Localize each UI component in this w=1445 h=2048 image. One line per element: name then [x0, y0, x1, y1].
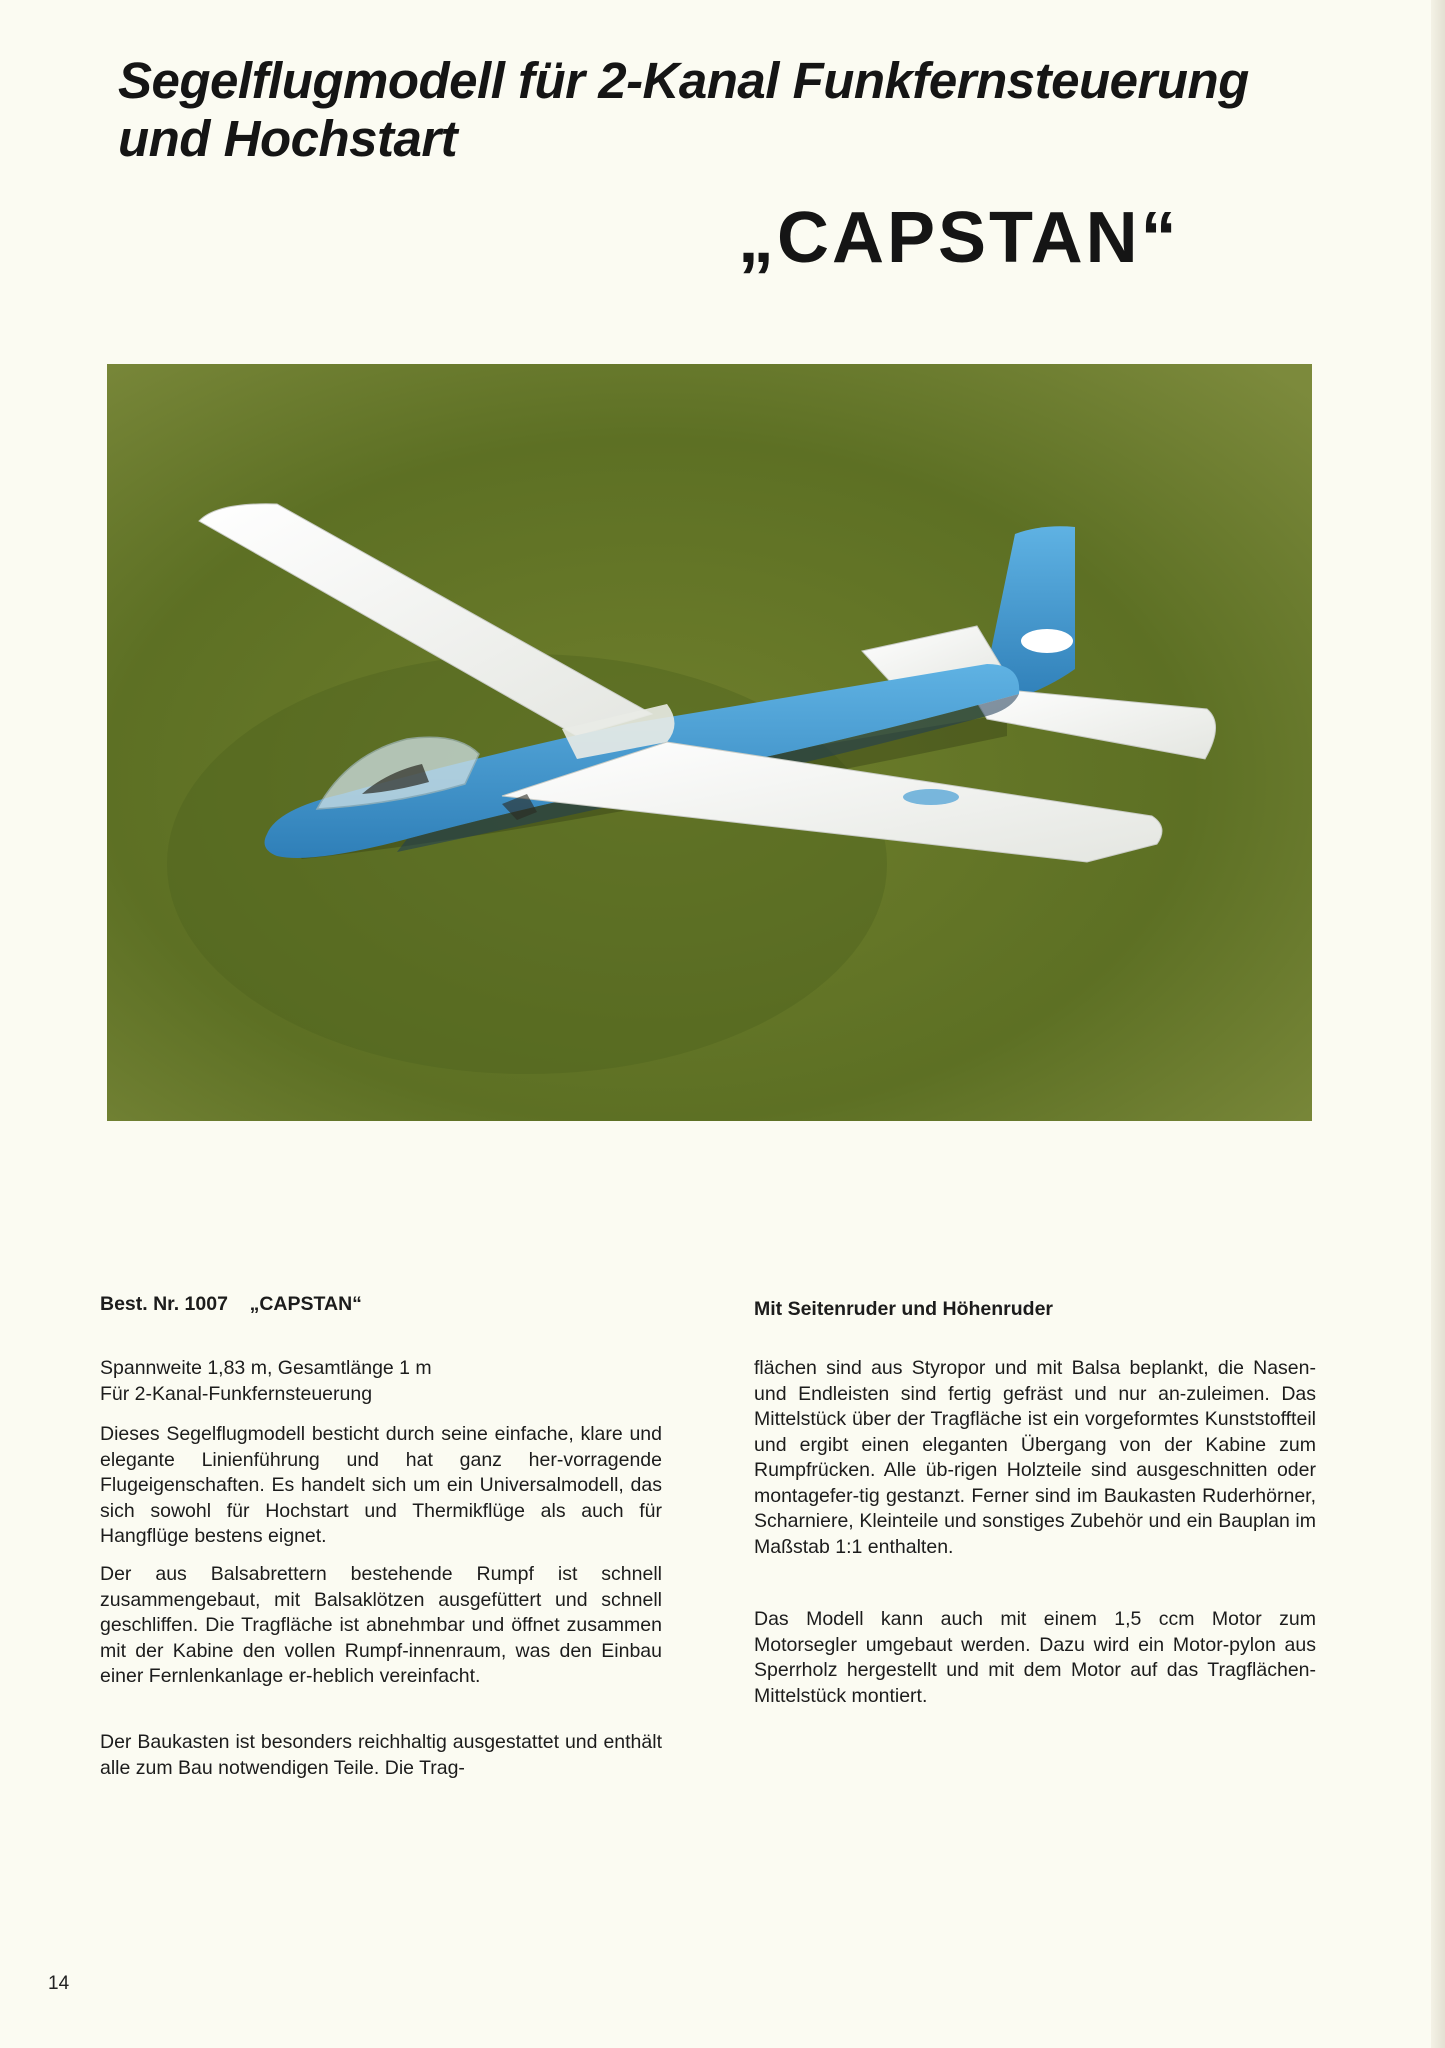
spec-dimensions: Spannweite 1,83 m, Gesamtlänge 1 m [100, 1357, 432, 1379]
right-paragraph-2: Das Modell kann auch mit einem 1,5 ccm Motor zum Motorsegler umgebaut werden. Dazu wird ein Motor-pylon aus Sperrholz hergestellt und mit dem Motor auf das Tragflächen-Mittelstück montiert. [754, 1608, 1316, 1707]
page-edge [1431, 0, 1445, 2048]
spec-radio: Für 2-Kanal-Funkfernsteuerung [100, 1382, 373, 1405]
page-title [118, 52, 1368, 168]
left-column [100, 1292, 662, 1318]
glider-illustration [107, 364, 1312, 1121]
order-number: Best. Nr. 1007 [100, 1293, 228, 1315]
left-paragraph-1: Dieses Segelflugmodell besticht durch seine einfache, klare und elegante Linienführung und hat ganz her-vorragende Flugeigenschaften. Es handelt sich um ein Universalmodell, das sich sowohl für Hochstart und Thermikflüge als auch für Hangflüge bestens eignet. [100, 1423, 662, 1547]
title-line-1: Segelflugmodell für 2-Kanal Funkfernsteuerung [118, 52, 1249, 109]
order-heading [100, 1292, 662, 1318]
model-name-heading: „CAPSTAN“ [738, 198, 1180, 278]
spec-block [100, 1356, 662, 1407]
left-paragraph-2: Der aus Balsabrettern bestehende Rumpf ist schnell zusammengebaut, mit Balsaklötzen ausgefüttert und schnell geschliffen. Die Tragfläche ist abnehmbar und öffnet zusammen mit der Kabine den vollen Rumpf-innenraum, was den Einbau einer Fernlenkanlage er-heblich vereinfacht. [100, 1563, 662, 1687]
page-number: 14 [48, 1973, 70, 1994]
order-model-name: „CAPSTAN“ [249, 1293, 362, 1315]
title-line-2: und Hochstart [118, 110, 458, 167]
right-paragraph-1: flächen sind aus Styropor und mit Balsa beplankt, die Nasen- und Endleisten sind fertig gefräst und nur an-zuleimen. Das Mittelstück über der Tragfläche ist ein vorgeformtes Kunststoffteil und ergibt einen eleganten Übergang von der Kabine zum Rumpfrücken. Alle üb-rigen Holzteile sind ausgeschnitten oder montagefer-tig gestanzt. Ferner sind im Baukasten Ruderhörner, Scharniere, Kleinteile und sonstiges Zubehör und ein Bauplan im Maßstab 1:1 enthalten. [754, 1357, 1316, 1558]
right-heading: Mit Seitenruder und Höhenruder [754, 1298, 1054, 1320]
model-glider-photo [107, 364, 1312, 1121]
left-paragraph-3: Der Baukasten ist besonders reichhaltig ausgestattet und enthält alle zum Bau notwendigen Teile. Die Trag- [100, 1731, 662, 1779]
